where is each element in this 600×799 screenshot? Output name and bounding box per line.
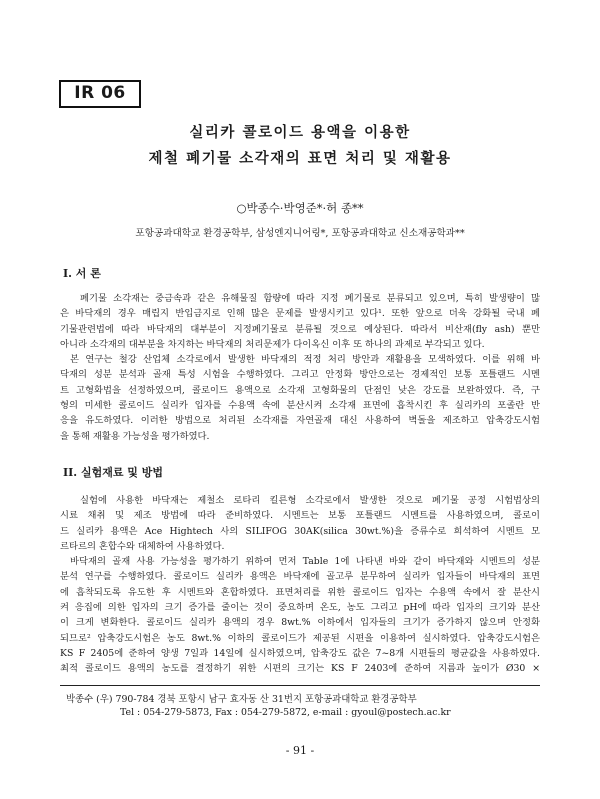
body-line: 분석 연구를 수행하였다. 콜로이드 실리카 용액은 바닥재에 골고루 분무하여 실리카 입자들이 바닥재의 표면	[60, 571, 540, 583]
footnote-address: 박종수 (우) 790-784 경북 포항시 남구 효자동 산 31번지 포항공과대학교 환경공학부	[66, 694, 417, 705]
body-line: 르타르의 혼합수와 대체하여 사용하였다.	[60, 540, 225, 552]
body-line: 드 실리카 용액은 Ace Hightech 사의 SILIFOG 30AK(silica 30wt.%)을 증류수로 희석하여 시멘트 모	[60, 525, 540, 537]
body-line: 이 크게 변화한다. 콜로이드 실리카 용액의 경우 8wt.% 이하에서 입자들의 크기가 증가하지 않으며 안정화	[60, 617, 540, 629]
body-line: 폐기물 소각재는 중금속과 같은 유해물질 함량에 따라 지정 폐기물로 분류되고 있으며, 특히 발생량이 많	[80, 293, 540, 304]
body-line: 최적 콜로이드 용액의 농도를 결정하기 위한 시편의 크기는 KS F 2403에 준하여 지름과 높이가 Ø30 ×	[60, 663, 540, 675]
body-line: 은 바닥재의 경우 매립지 반입금지로 인해 많은 문제를 발생시키고 있다¹. 또한 앞으로 더욱 강화될 국내 폐	[60, 308, 540, 320]
section-2-heading: II. 실험재료 및 방법	[63, 466, 163, 479]
body-line: 되므로² 압축강도시험은 농도 8wt.% 이하의 콜로이드가 제공된 시편을 이용하여 실시하였다. 압축강도시험은	[60, 632, 540, 644]
body-line: 을 통해 재활용 가능성을 평가하였다.	[60, 430, 210, 442]
body-line: 켜 응집에 의한 입자의 크기 증가를 줄이는 것이 중요하며 온도, 농도 그리고 pH에 따라 입자의 크기와 분산	[60, 602, 540, 614]
body-line: 트 고형화법을 선정하였으며, 콜로이드 용액으로 소각재 고형화물의 단점인 낮은 강도를 보완하였다. 즉, 구	[60, 384, 540, 396]
affiliation: 포항공과대학교 환경공학부, 삼성엔지니어링*, 포항공과대학교 신소재공학과**	[135, 228, 465, 239]
body-line: 응을 유도하였다. 이러한 방법으로 처리된 소각재를 자연골재 대신 사용하여 벽돌을 제조하고 압축강도시험	[60, 415, 540, 427]
title-line-2: 제철 폐기물 소각재의 표면 처리 및 재활용	[148, 150, 452, 167]
authors: ○박종수·박영준*·허 종**	[236, 201, 364, 215]
footnote-contact: Tel : 054-279-5873, Fax : 054-279-5872, e-mail : gyoul@postech.ac.kr	[120, 707, 451, 718]
body-line: 본 연구는 철강 산업체 소각로에서 발생한 바닥재의 적정 처리 방안과 재활용을 모색하였다. 이를 위해 바	[70, 354, 540, 366]
body-line: 시료 채취 및 제조 방법에 따라 준비하였다. 시멘트는 보통 포틀랜드 시멘트를 사용하였으며, 콜로이	[60, 510, 540, 522]
page-number: - 91 -	[285, 744, 315, 757]
body-line: 에 흡착되도록 유도한 후 시멘트와 혼합하였다. 표면처리를 위한 콜로이드 입자는 수용액 속에서 잘 분산시	[60, 586, 540, 598]
section-1-body	[60, 291, 540, 444]
section-2-body	[60, 493, 540, 677]
body-line: 기물관련법에 따라 바닥재의 대부분이 지정폐기물로 분류될 것으로 예상된다. 따라서 비산재(fly ash) 뿐만	[60, 323, 540, 335]
paper-code-box: IR 06	[59, 80, 141, 108]
body-line: 형의 미세한 콜로이드 실리카 입자를 수용액 속에 분산시켜 소각재 표면에 흡착시킨 후 실리카의 포졸란 반	[60, 400, 540, 412]
title-line-1: 실리카 콜로이드 용액을 이용한	[189, 124, 411, 141]
body-line: 바닥재의 골재 사용 가능성을 평가하기 위하여 먼저 Table 1에 나타낸 바와 같이 바닥재와 시멘트의 성분	[70, 556, 540, 568]
body-line: 아니라 소각재의 대부분을 차지하는 바닥재의 처리문제가 다이옥신 이후 또 하나의 과제로 부각되고 있다.	[60, 338, 485, 350]
body-line: 닥재의 성분 분석과 골재 특성 시험을 수행하였다. 그리고 안정화 방안으로는 경제적인 보통 포틀랜드 시멘	[60, 369, 540, 381]
body-line: 실험에 사용한 바닥재는 제철소 로타리 킬른형 소각로에서 발생한 것으로 폐기물 공정 시험법상의	[80, 495, 540, 506]
body-line: KS F 2405에 준하여 양생 7일과 14일에 실시하였으며, 압축강도 값은 7~8개 시편들의 평균값을 사용하였다.	[60, 647, 540, 659]
footnote-divider	[60, 685, 540, 686]
section-1-heading: I. 서 론	[63, 267, 101, 280]
